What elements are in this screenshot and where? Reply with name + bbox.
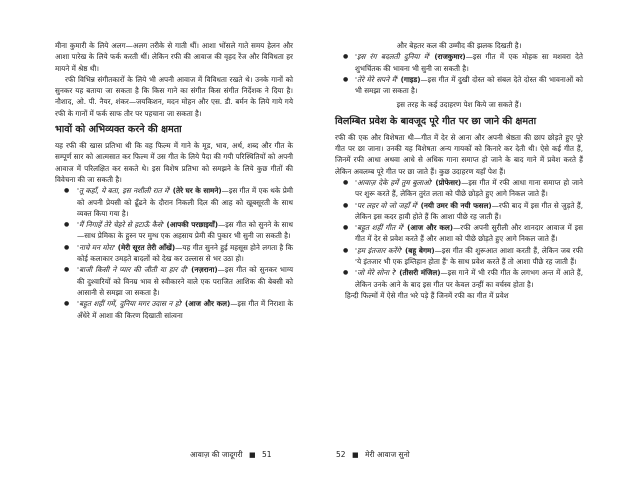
song-line: 'बाजी किसी ने प्यार की जीती या हार दी' — [77, 265, 189, 275]
song-line: 'नाचे मन मोरा' — [77, 242, 116, 252]
right-bullet-list-2 — [335, 177, 583, 290]
song-description: —रफी बाद में इस गीत से जुड़ते हैं, लेकिन इस कदर हावी होते हैं कि आशा पीछे रह जाती हैं। — [355, 200, 584, 221]
film-title: (नयी उमर की नयी फसल) — [420, 200, 492, 210]
list-item — [55, 264, 293, 298]
footer-book-title: मेरी आवाज सुनो — [364, 450, 410, 459]
film-title: (प्रोफेसर) — [435, 177, 462, 187]
left-page-footer — [190, 450, 272, 460]
list-item — [55, 242, 293, 265]
song-line: 'बहुत शहीं गीत में' — [355, 223, 405, 233]
right-para-last: हिन्दी फिल्मों में ऐसे गीत भरे पड़े हैं जिनमें रफी का गीत में प्रवेश — [345, 290, 509, 300]
song-line: 'मैं निगाहें तेरे चेहरे से हटाऊँ कैसे' — [77, 220, 165, 230]
song-description: —इस गीत को सुनकर भाग्य की दुश्वारियों को विनम्र भाव से स्वीकारने वाले एक पराजित आशिक की बेबसी को आसानी से समझा जा सकता है। — [77, 265, 294, 297]
right-para-2: रफी की एक और विशेषता थी—गीत में देर से आना और अपनी श्रेष्ठता की छाप छोड़ते हुए पूरे गीत पर छा जाना। उनकी यह विशेषता अन्य गायकों को किनारे कर देती थी। ऐसे कई गीत हैं, जिनमें रफी आधा अथवा आधे से अधिक गाना समाप्त हो जाने के बाद गाने में प्रवेश करते हैं लेकिन अवलम्ब पूरे गीत पर छा जाते हैं। कुछ उदाहरण यहाँ पेश हैं। — [335, 132, 583, 176]
right-para-examples: इस तरह के कई उदाहरण पेश किये जा सकते हैं। — [396, 100, 522, 110]
song-description: —इस गीत में रफी आधा गाना समाप्त हो जाने पर शुरू करते हैं, लेकिन तुरंत लता को पीछे छोड़ते हुए आगे निकल जाते हैं। — [355, 177, 584, 199]
song-line: 'हम इंतजार करेंगे' — [355, 245, 403, 255]
list-item — [335, 245, 583, 268]
song-description: —इस गीत में एक थके प्रेमी को अपनी प्रेयसी को ढूँढने के दौरान निकली दिल की आह को खूबसूरती के साथ व्यक्त किया गया है। — [77, 186, 293, 218]
right-page — [335, 40, 583, 301]
film-title: (आज और कल) — [185, 299, 231, 309]
song-line: 'तेरे मेरे सपने मैं' — [355, 74, 399, 84]
right-page-footer — [336, 450, 410, 460]
film-title: (गाइड) — [400, 74, 421, 84]
film-title: (आपकी परछाइयाँ) — [166, 220, 219, 230]
list-item — [55, 298, 293, 321]
page-number: 52 — [336, 450, 346, 459]
song-description: —इस गीत में दुखी दोस्त को संबल देते दोस्त की भावनाओं को भी समझा जा सकता है। — [355, 74, 583, 96]
song-line: 'पर लहर वो जो जहाँ में' — [355, 200, 419, 210]
list-item — [335, 74, 583, 97]
song-line: 'इस रंग बदलती दुनिया में' — [355, 52, 431, 62]
film-title: (मेरी सूरत तेरी आँखें) — [117, 242, 176, 252]
list-item — [335, 51, 583, 74]
list-item — [335, 267, 583, 290]
list-item — [55, 219, 293, 242]
footer-book-title: आवाज़ की जादूगरी — [190, 450, 243, 459]
left-para-2: रफी विभिन्न संगीतकारों के लिये भी अपनी आवाज में विविधता रखते थे। उनके गानों को सुनकर यह बताया जा सकता है कि किस गाने का संगीत किस संगीत निर्देशक ने दिया है। नौशाद, ओ. पी. नैयर, शंकर—जयकिशन, मदन मोहन और एस. डी. बर्मन के लिये गाये गये रफी के गानों में फर्क साफ तौर पर पहचाना जा सकता है। — [55, 74, 293, 118]
film-title: (तीसरी मंजिल) — [399, 268, 441, 278]
right-bullet-list-1 — [335, 51, 583, 96]
list-item — [335, 200, 583, 223]
left-section-heading: भावों को अभिव्यक्त करने की क्षमता — [55, 124, 182, 136]
song-line: 'आवाज़ देके हमें तुम बुलाओ' — [355, 177, 433, 187]
song-description: —इस गीत की शुरूआत आशा करती हैं, लेकिन जब रफी 'ये इंतजार भी एक इम्तिहान होता हैं' के साथ प्रवेश करते हैं तो आशा पीछे रह जाती हैं। — [355, 245, 583, 267]
list-item — [335, 177, 583, 200]
song-line: 'जो मेरे सोना रे' — [355, 268, 397, 278]
song-description: —इस गीत में निराशा के अँधेरे में आशा की किरण दिखाती सांत्वना — [77, 299, 293, 320]
song-description: —यह गीत सुनने हुई महसूस होने लगता है कि कोई कलाकार उमड़ते बादलों को देख कर उल्लास से भर उठा हो। — [77, 242, 293, 264]
film-title: (तेरे घर के सामने) — [172, 186, 222, 196]
right-section-heading: विलम्बित प्रवेश के बावजूद पूरे गीत पर छा जाने की क्षमता — [335, 115, 537, 127]
song-description: —रफी अपनी सुरीली और शानदार आवाज में इस गीत में देर से प्रवेश करते हैं और आशा को पीछे छोड़ते हुए आगे निकल जाते हैं। — [355, 223, 583, 244]
left-page — [55, 40, 293, 321]
list-item — [335, 222, 583, 245]
film-title: (बहू बेगम) — [404, 245, 435, 255]
footer-square-icon: ■ — [248, 451, 256, 459]
song-line: 'तू कहाँ, ये बता, इस नशीली रात में' — [77, 186, 171, 196]
film-title: (राजकुमार) — [434, 52, 466, 62]
left-bullet-list — [55, 185, 293, 321]
song-line: 'बहुत शहीं गमें, दुनिया मगर उदास न हो' — [77, 299, 183, 309]
film-title: (नज़राना) — [191, 265, 218, 275]
left-para-3: यह रफी की खास प्रतिभा थी कि वह फिल्म में गाने के मूड, भाव, अर्थ, शब्द और गीत के सम्पूर्ण सार को आत्मसात कर फिल्म में उस गीत के लिये पैदा की गयी परिस्थितियों को अपनी आवाज में परिलक्षित कर सकते थे। इस विशेष प्रतिभा को समझने के लिये कुछ गीतों की विवेचना की जा सकती है। — [55, 141, 293, 184]
page-number: 51 — [261, 450, 272, 459]
song-description: —इस गीत में एक मोहक सा मशवरा देते शुभचिंतक की भावना भी सुनी जा सकती है। — [355, 52, 583, 73]
film-title: (आज और कल) — [407, 223, 454, 233]
list-item — [55, 185, 293, 219]
song-description: —इस गाने में भी रफी गीत के लगभग अन्त में आते हैं, लेकिन उनके आने के बाद इस गीत पर केवल उन्हीं का वर्चस्व होता है। — [355, 268, 583, 289]
song-description: —इस गीत को सुनने के साथ—साथ प्रेमिका के हुस्न पर मुग्ध एक अहसाय प्रेमी की पुकार भी सुनी जा सकती है। — [77, 220, 293, 241]
right-continuation: और बेहतर कल की उम्मीद की झलक दिखती है। — [396, 41, 522, 50]
left-para-1: मीना कुमारी के लिये अलग—अलग तरीके से गाती थीं। आशा भोंसले गाते समय हेलन और आशा पारेख के लिये फर्क करती थीं। लेकिन रफी की आवाज की वृहद रेंज और विविधता हर मायने में श्रेष्ठ थी। — [55, 41, 293, 73]
footer-square-icon: ■ — [351, 451, 359, 459]
